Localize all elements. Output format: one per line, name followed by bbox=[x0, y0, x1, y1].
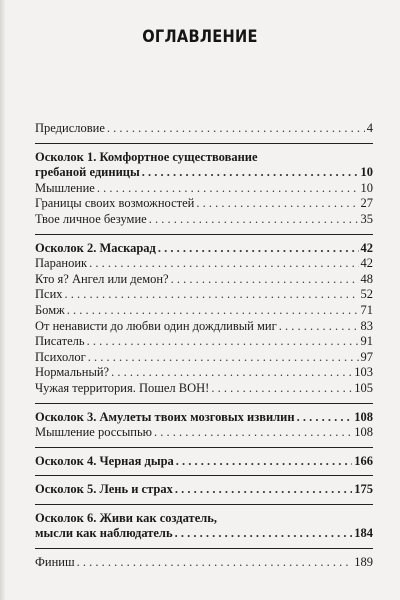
entry-label: Психолог bbox=[35, 349, 86, 364]
entry-page: 108 bbox=[354, 409, 373, 424]
section-6-title-line: Осколок 6. Живи как создатель, bbox=[35, 510, 217, 525]
dot-leader bbox=[65, 287, 359, 303]
entry-page: 175 bbox=[354, 482, 373, 497]
entry-label: гребаной единицы bbox=[35, 165, 140, 180]
dot-leader bbox=[67, 303, 359, 319]
entry-label: Параноик bbox=[35, 256, 88, 271]
toc-entry[interactable] bbox=[35, 303, 373, 319]
entry-page: 91 bbox=[360, 334, 373, 349]
toc-entry[interactable] bbox=[35, 365, 373, 381]
toc-entry-section-4[interactable] bbox=[35, 454, 373, 470]
entry-page: 35 bbox=[360, 211, 373, 226]
entry-page: 103 bbox=[354, 365, 373, 380]
dot-leader bbox=[149, 212, 359, 228]
dot-leader bbox=[97, 181, 359, 197]
section-divider bbox=[35, 475, 373, 476]
dot-leader bbox=[142, 165, 359, 181]
entry-page: 52 bbox=[360, 287, 373, 302]
page-edge bbox=[0, 0, 6, 600]
toc-entry-section-6[interactable] bbox=[35, 526, 373, 542]
entry-page: 166 bbox=[354, 453, 373, 468]
table-of-contents bbox=[35, 121, 373, 571]
entry-page: 10 bbox=[360, 165, 373, 180]
dot-leader bbox=[279, 319, 359, 335]
entry-page: 42 bbox=[360, 256, 373, 271]
dot-leader bbox=[171, 272, 359, 288]
toc-entry-finish[interactable] bbox=[35, 555, 373, 571]
entry-page: 4 bbox=[366, 121, 373, 135]
entry-label: Бомж bbox=[35, 302, 65, 317]
section-divider bbox=[35, 447, 373, 448]
toc-entry[interactable] bbox=[35, 350, 373, 366]
entry-label: Чужая территория. Пошел ВОН! bbox=[35, 380, 210, 395]
dot-leader bbox=[87, 334, 359, 350]
dot-leader bbox=[89, 256, 358, 272]
section-divider bbox=[35, 504, 373, 505]
toc-entry[interactable] bbox=[35, 272, 373, 288]
section-1-title-line: Осколок 1. Комфортное существование bbox=[35, 149, 258, 164]
dot-leader bbox=[196, 196, 358, 212]
entry-page: 97 bbox=[360, 349, 373, 364]
toc-entry[interactable] bbox=[35, 256, 373, 272]
entry-label: От ненависти до любви один дождливый миг bbox=[35, 318, 277, 333]
section-divider bbox=[35, 403, 373, 404]
entry-label: Финиш bbox=[35, 555, 75, 570]
entry-page: 10 bbox=[360, 180, 373, 195]
entry-page: 184 bbox=[354, 526, 373, 541]
toc-entry[interactable] bbox=[35, 381, 373, 397]
dot-leader bbox=[88, 350, 359, 366]
entry-page: 71 bbox=[360, 302, 373, 317]
section-divider bbox=[35, 143, 373, 144]
toc-entry-section-1[interactable] bbox=[35, 165, 373, 181]
entry-label: Нормальный? bbox=[35, 365, 110, 380]
toc-entry[interactable] bbox=[35, 334, 373, 350]
entry-label: Твое личное безумие bbox=[35, 211, 147, 226]
dot-leader bbox=[107, 121, 365, 137]
entry-label: мысли как наблюдатель bbox=[35, 526, 173, 541]
dot-leader bbox=[111, 365, 352, 381]
dot-leader bbox=[175, 526, 353, 542]
dot-leader bbox=[158, 241, 359, 257]
entry-page: 108 bbox=[354, 425, 373, 440]
toc-entry[interactable] bbox=[35, 287, 373, 303]
entry-label: Границы своих возможностей bbox=[35, 196, 195, 211]
entry-label: Осколок 4. Черная дыра bbox=[35, 453, 174, 468]
entry-label: Предисловие bbox=[35, 121, 105, 135]
entry-label: Осколок 2. Маскарад bbox=[35, 240, 156, 255]
entry-page: 105 bbox=[354, 380, 373, 395]
section-divider bbox=[35, 548, 373, 549]
dot-leader bbox=[176, 454, 352, 470]
toc-entry-section-2[interactable] bbox=[35, 241, 373, 257]
toc-entry[interactable] bbox=[35, 212, 373, 228]
toc-entry[interactable] bbox=[35, 319, 373, 335]
entry-label: Писатель bbox=[35, 334, 85, 349]
toc-entry-section-5[interactable] bbox=[35, 482, 373, 498]
entry-page: 83 bbox=[360, 318, 373, 333]
toc-entry[interactable] bbox=[35, 181, 373, 197]
page-title: ОГЛАВЛЕНИЕ bbox=[142, 27, 258, 47]
entry-page: 27 bbox=[360, 196, 373, 211]
entry-label: Мышление россыпью bbox=[35, 425, 153, 440]
toc-entry[interactable] bbox=[35, 425, 373, 441]
entry-label: Мышление bbox=[35, 180, 95, 195]
dot-leader bbox=[297, 410, 353, 426]
dot-leader bbox=[154, 425, 352, 441]
entry-page: 189 bbox=[354, 555, 373, 570]
dot-leader bbox=[211, 381, 352, 397]
entry-page: 42 bbox=[360, 240, 373, 255]
toc-entry[interactable] bbox=[35, 196, 373, 212]
section-divider bbox=[35, 234, 373, 235]
dot-leader bbox=[175, 482, 352, 498]
dot-leader bbox=[77, 555, 353, 571]
toc-entry-preface[interactable] bbox=[35, 121, 373, 137]
entry-label: Кто я? Ангел или демон? bbox=[35, 271, 169, 286]
entry-label: Псих bbox=[35, 287, 63, 302]
entry-label: Осколок 3. Амулеты твоих мозговых извилин bbox=[35, 409, 295, 424]
entry-label: Осколок 5. Лень и страх bbox=[35, 482, 173, 497]
toc-entry-section-3[interactable] bbox=[35, 410, 373, 426]
entry-page: 48 bbox=[360, 271, 373, 286]
